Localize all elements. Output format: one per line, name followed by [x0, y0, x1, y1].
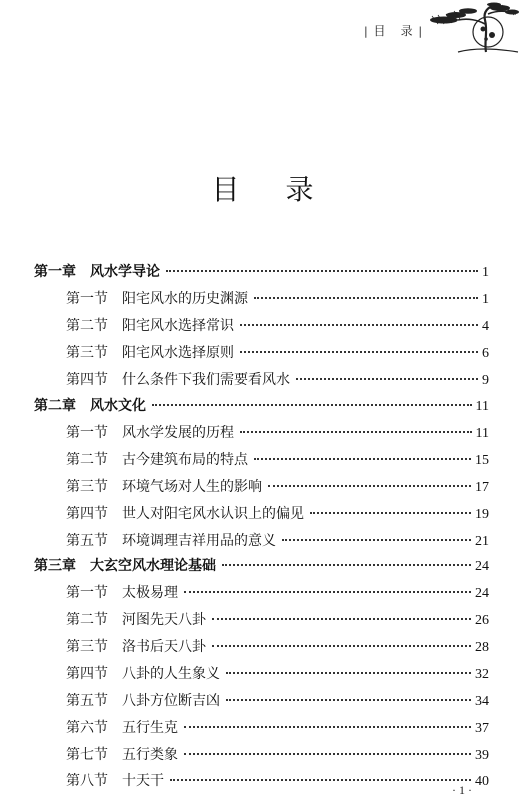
toc-section[interactable] — [66, 477, 489, 497]
toc-leader — [310, 512, 471, 514]
toc-leader — [240, 351, 478, 353]
toc-number: 第三节 — [66, 479, 108, 495]
toc-page: 39 — [475, 748, 489, 763]
toc-leader — [184, 753, 471, 755]
toc-leader — [222, 564, 471, 566]
toc-leader — [170, 779, 471, 781]
toc-page: 17 — [475, 480, 489, 495]
toc-section[interactable] — [66, 289, 489, 309]
toc-page: 21 — [475, 534, 489, 549]
toc-section[interactable] — [66, 423, 489, 443]
toc-section[interactable] — [66, 531, 489, 551]
toc-title: 古今建筑布局的特点 — [122, 452, 248, 468]
toc-leader — [184, 726, 471, 728]
toc-leader — [268, 485, 471, 487]
toc-page: 11 — [475, 399, 489, 414]
toc-leader — [226, 699, 471, 701]
toc-leader — [240, 431, 472, 433]
toc-title: 大玄空风水理论基础 — [90, 558, 216, 574]
toc-section[interactable] — [66, 718, 489, 738]
toc-page: 37 — [475, 721, 489, 736]
toc-number: 第四节 — [66, 506, 108, 522]
toc-leader — [212, 618, 471, 620]
toc-title: 洛书后天八卦 — [122, 639, 206, 655]
toc-number: 第五节 — [66, 693, 108, 709]
toc-leader — [254, 458, 471, 460]
pine-tree-ornament-icon — [428, 2, 520, 54]
toc-title: 环境气场对人生的影响 — [122, 479, 262, 495]
header-char-2: 录 — [400, 24, 414, 38]
page-title-char-1: 目 — [211, 173, 240, 206]
toc-leader — [282, 539, 471, 541]
toc-title: 什么条件下我们需要看风水 — [122, 372, 290, 388]
toc-section[interactable] — [66, 691, 489, 711]
toc-number: 第六节 — [66, 720, 108, 736]
toc-page: 11 — [475, 426, 489, 441]
toc-page: 6 — [482, 346, 489, 361]
toc-section[interactable] — [66, 745, 489, 765]
toc-page: 32 — [475, 667, 489, 682]
toc-number: 第一节 — [66, 291, 108, 307]
toc-number: 第二章 — [34, 398, 76, 414]
toc-section[interactable] — [66, 637, 489, 657]
toc-page: 34 — [475, 694, 489, 709]
toc-page: 15 — [475, 453, 489, 468]
toc-number: 第三节 — [66, 639, 108, 655]
page-title-char-2: 录 — [285, 173, 314, 206]
toc-number: 第四节 — [66, 372, 108, 388]
toc-leader — [212, 645, 471, 647]
toc-number: 第二节 — [66, 452, 108, 468]
toc-number: 第一节 — [66, 585, 108, 601]
toc-section[interactable] — [66, 504, 489, 524]
toc-leader — [226, 672, 471, 674]
toc-section[interactable] — [66, 664, 489, 684]
toc-chapter[interactable] — [34, 556, 489, 576]
running-header — [364, 22, 423, 39]
toc-section[interactable] — [66, 370, 489, 390]
page-title — [0, 168, 525, 208]
toc-section[interactable] — [66, 316, 489, 336]
toc-page: 4 — [482, 319, 489, 334]
toc-title: 河图先天八卦 — [122, 612, 206, 628]
header-left-bar: | — [364, 25, 369, 38]
toc-title: 五行生克 — [122, 720, 178, 736]
header-right-bar: | — [418, 25, 424, 38]
toc-section[interactable] — [66, 583, 489, 603]
toc-number: 第四节 — [66, 666, 108, 682]
toc-number: 第一节 — [66, 425, 108, 441]
toc-number: 第三节 — [66, 345, 108, 361]
toc-leader — [166, 270, 478, 272]
toc-title: 阳宅风水选择常识 — [122, 318, 234, 334]
toc-leader — [296, 378, 478, 380]
toc-number: 第三章 — [34, 558, 76, 574]
toc-leader — [240, 324, 478, 326]
toc-chapter[interactable] — [34, 396, 489, 416]
toc-title: 太极易理 — [122, 585, 178, 601]
toc-title: 风水文化 — [90, 398, 146, 414]
toc-title: 阳宅风水的历史渊源 — [122, 291, 248, 307]
toc-page: 24 — [475, 559, 489, 574]
header-char-1: 目 — [373, 24, 387, 38]
toc-title: 阳宅风水选择原则 — [122, 345, 234, 361]
toc-page: 40 — [475, 774, 489, 789]
toc-chapter[interactable] — [34, 262, 489, 282]
toc-page: 19 — [475, 507, 489, 522]
toc-title: 十天干 — [122, 773, 164, 789]
toc-title: 五行类象 — [122, 747, 178, 763]
page-number: · 1 · — [452, 783, 472, 797]
toc-title: 风水学发展的历程 — [122, 425, 234, 441]
toc-section[interactable] — [66, 771, 489, 791]
toc-title: 八卦的人生象义 — [122, 666, 220, 682]
toc-title: 世人对阳宅风水认识上的偏见 — [122, 506, 304, 522]
toc-leader — [152, 404, 472, 406]
toc-leader — [254, 297, 478, 299]
toc-number: 第八节 — [66, 773, 108, 789]
toc-page: 28 — [475, 640, 489, 655]
toc-page: 1 — [482, 265, 489, 280]
toc-page: 9 — [482, 373, 489, 388]
toc-page: 1 — [482, 292, 489, 307]
toc-section[interactable] — [66, 343, 489, 363]
toc-number: 第二节 — [66, 318, 108, 334]
toc-title: 风水学导论 — [90, 264, 160, 280]
toc-title: 八卦方位断吉凶 — [122, 693, 220, 709]
toc-section[interactable] — [66, 610, 489, 630]
toc-section[interactable] — [66, 450, 489, 470]
toc-number: 第二节 — [66, 612, 108, 628]
toc-page: 26 — [475, 613, 489, 628]
toc-number: 第一章 — [34, 264, 76, 280]
toc-number: 第七节 — [66, 747, 108, 763]
toc-page: 24 — [475, 586, 489, 601]
toc-title: 环境调理吉祥用品的意义 — [122, 533, 276, 549]
toc-leader — [184, 591, 471, 593]
toc-number: 第五节 — [66, 533, 108, 549]
